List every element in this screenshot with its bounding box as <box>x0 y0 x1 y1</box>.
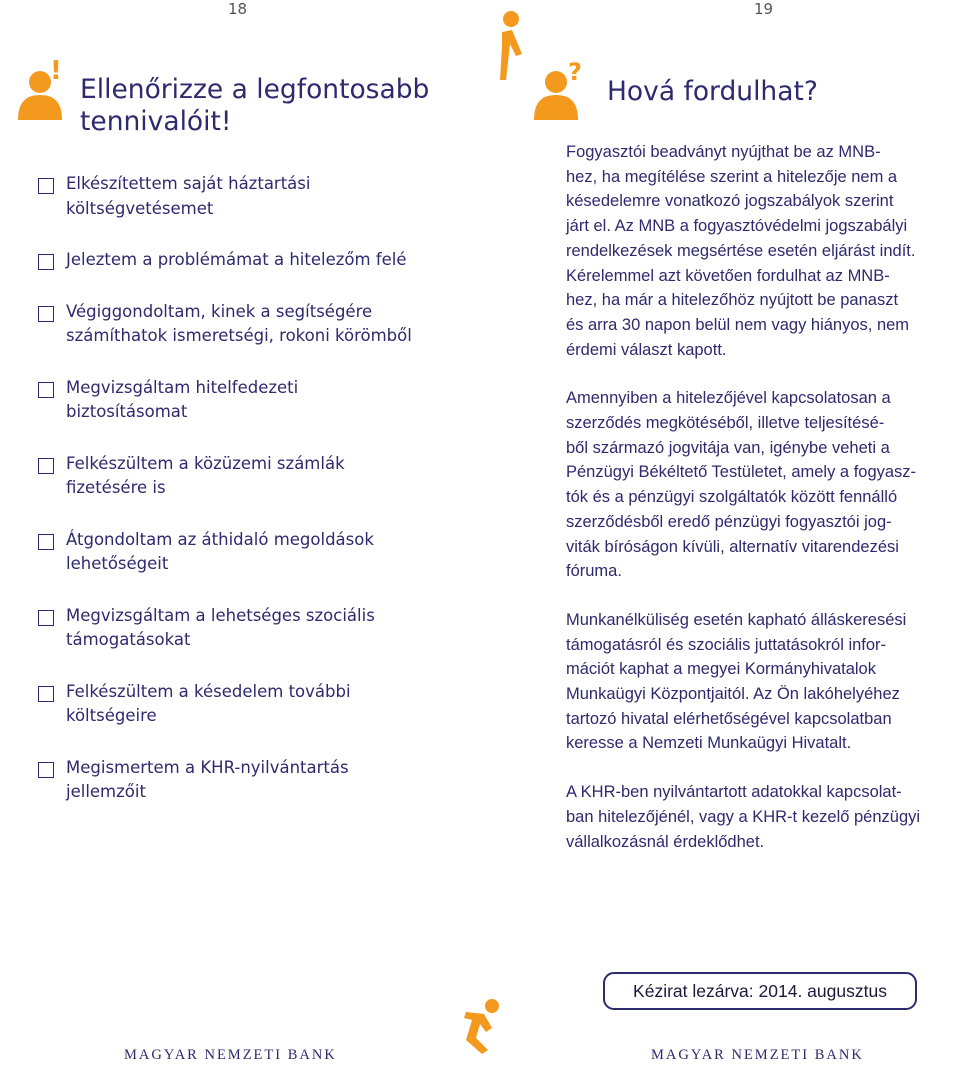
right-page-title: Hová fordulhat? <box>607 76 818 107</box>
checklist-item-label: Felkészültem a késedelem további költségeire <box>66 681 351 725</box>
checklist-item <box>38 528 488 577</box>
footer-logo-right: MAGYAR NEMZETI BANK <box>651 1047 864 1063</box>
checklist-item <box>38 604 488 653</box>
checklist-item-label: Felkészültem a közüzemi számlák fizetésére is <box>66 453 345 497</box>
page-number-right: 19 <box>754 0 774 18</box>
checklist-item-label: Elkészítettem saját háztartási költségvetésemet <box>66 174 311 218</box>
checkbox[interactable] <box>38 686 54 702</box>
checkbox[interactable] <box>38 762 54 778</box>
checkbox[interactable] <box>38 382 54 398</box>
paragraph: Munkanélküliség esetén kapható álláskeresési támogatásról és szociális juttatásokról infor- mációt kaphat a megyei Kormányhivatalok Munkaügyi Központjaitól. Az Ön lakóhelyéhez tartozó hivatal elérhetőségével kapcsolatban keresse a Nemzeti Munkaügyi Hivatalt. <box>566 610 907 753</box>
checklist-item <box>38 680 488 729</box>
person-question-icon <box>530 58 594 124</box>
left-page-title: Ellenőrizze a legfontosabb tennivalóit! <box>80 74 430 137</box>
paragraph: Fogyasztói beadványt nyújthat be az MNB- hez, ha megítélése szerint a hitelezője nem a késedelemre vonatkozó jogszabályok szerint járt el. Az MNB a fogyasztóvédelmi jogszabályi rendelkezések megsértése esetén eljárást indít. Kérelemmel azt követően fordulhat az MNB- hez, ha már a hitelezőhöz nyújtott be panaszt és arra 30 napon belül nem vagy hiányos, nem érdemi választ kapott. <box>566 143 916 359</box>
checkbox[interactable] <box>38 178 54 194</box>
checkbox[interactable] <box>38 610 54 626</box>
checklist-item <box>38 248 488 273</box>
checkbox[interactable] <box>38 534 54 550</box>
checkbox[interactable] <box>38 458 54 474</box>
runner-icon <box>496 10 528 82</box>
todo-checklist <box>38 172 488 832</box>
checklist-item <box>38 756 488 805</box>
checkbox[interactable] <box>38 254 54 270</box>
checklist-item-label: Jeleztem a problémámat a hitelezőm felé <box>66 250 407 269</box>
person-exclamation-icon <box>12 56 76 124</box>
manuscript-date-box: Kézirat lezárva: 2014. augusztus <box>603 972 917 1010</box>
checklist-item-label: Megvizsgáltam hitelfedezeti biztosításomat <box>66 377 299 421</box>
checkbox[interactable] <box>38 306 54 322</box>
page-number-left: 18 <box>228 0 248 18</box>
checklist-item-label: Megismertem a KHR-nyilvántartás jellemzőit <box>66 757 349 801</box>
footer-logo-left: MAGYAR NEMZETI BANK <box>124 1047 337 1063</box>
checklist-item-label: Átgondoltam az áthidaló megoldások lehetőségeit <box>66 529 374 573</box>
checklist-item <box>38 172 488 221</box>
runner-icon <box>462 998 502 1054</box>
checklist-item <box>38 452 488 501</box>
exclamation-mark: ! <box>50 56 62 86</box>
question-mark: ? <box>568 58 582 86</box>
checklist-item <box>38 376 488 425</box>
paragraph: A KHR-ben nyilvántartott adatokkal kapcsolat- ban hitelezőjénél, vagy a KHR-t kezelő pénzügyi vállalkozásnál érdeklődhet. <box>566 783 921 851</box>
paragraph: Amennyiben a hitelezőjével kapcsolatosan a szerződés megkötéséből, illetve teljesítésé- ből származó jogvitája van, igénybe veheti a Pénzügyi Békéltető Testületet, amely a fogyasz- tók és a pénzügyi szolgáltatók között fennálló szerződésből eredő pénzügyi fogyasztói jog- viták bíróságon kívüli, alternatív vitarendezési fóruma. <box>566 389 917 581</box>
checklist-item <box>38 300 488 349</box>
checklist-item-label: Végiggondoltam, kinek a segítségére számíthatok ismeretségi, rokoni körömből <box>66 301 412 345</box>
info-text <box>566 140 960 878</box>
checklist-item-label: Megvizsgáltam a lehetséges szociális támogatásokat <box>66 605 375 649</box>
